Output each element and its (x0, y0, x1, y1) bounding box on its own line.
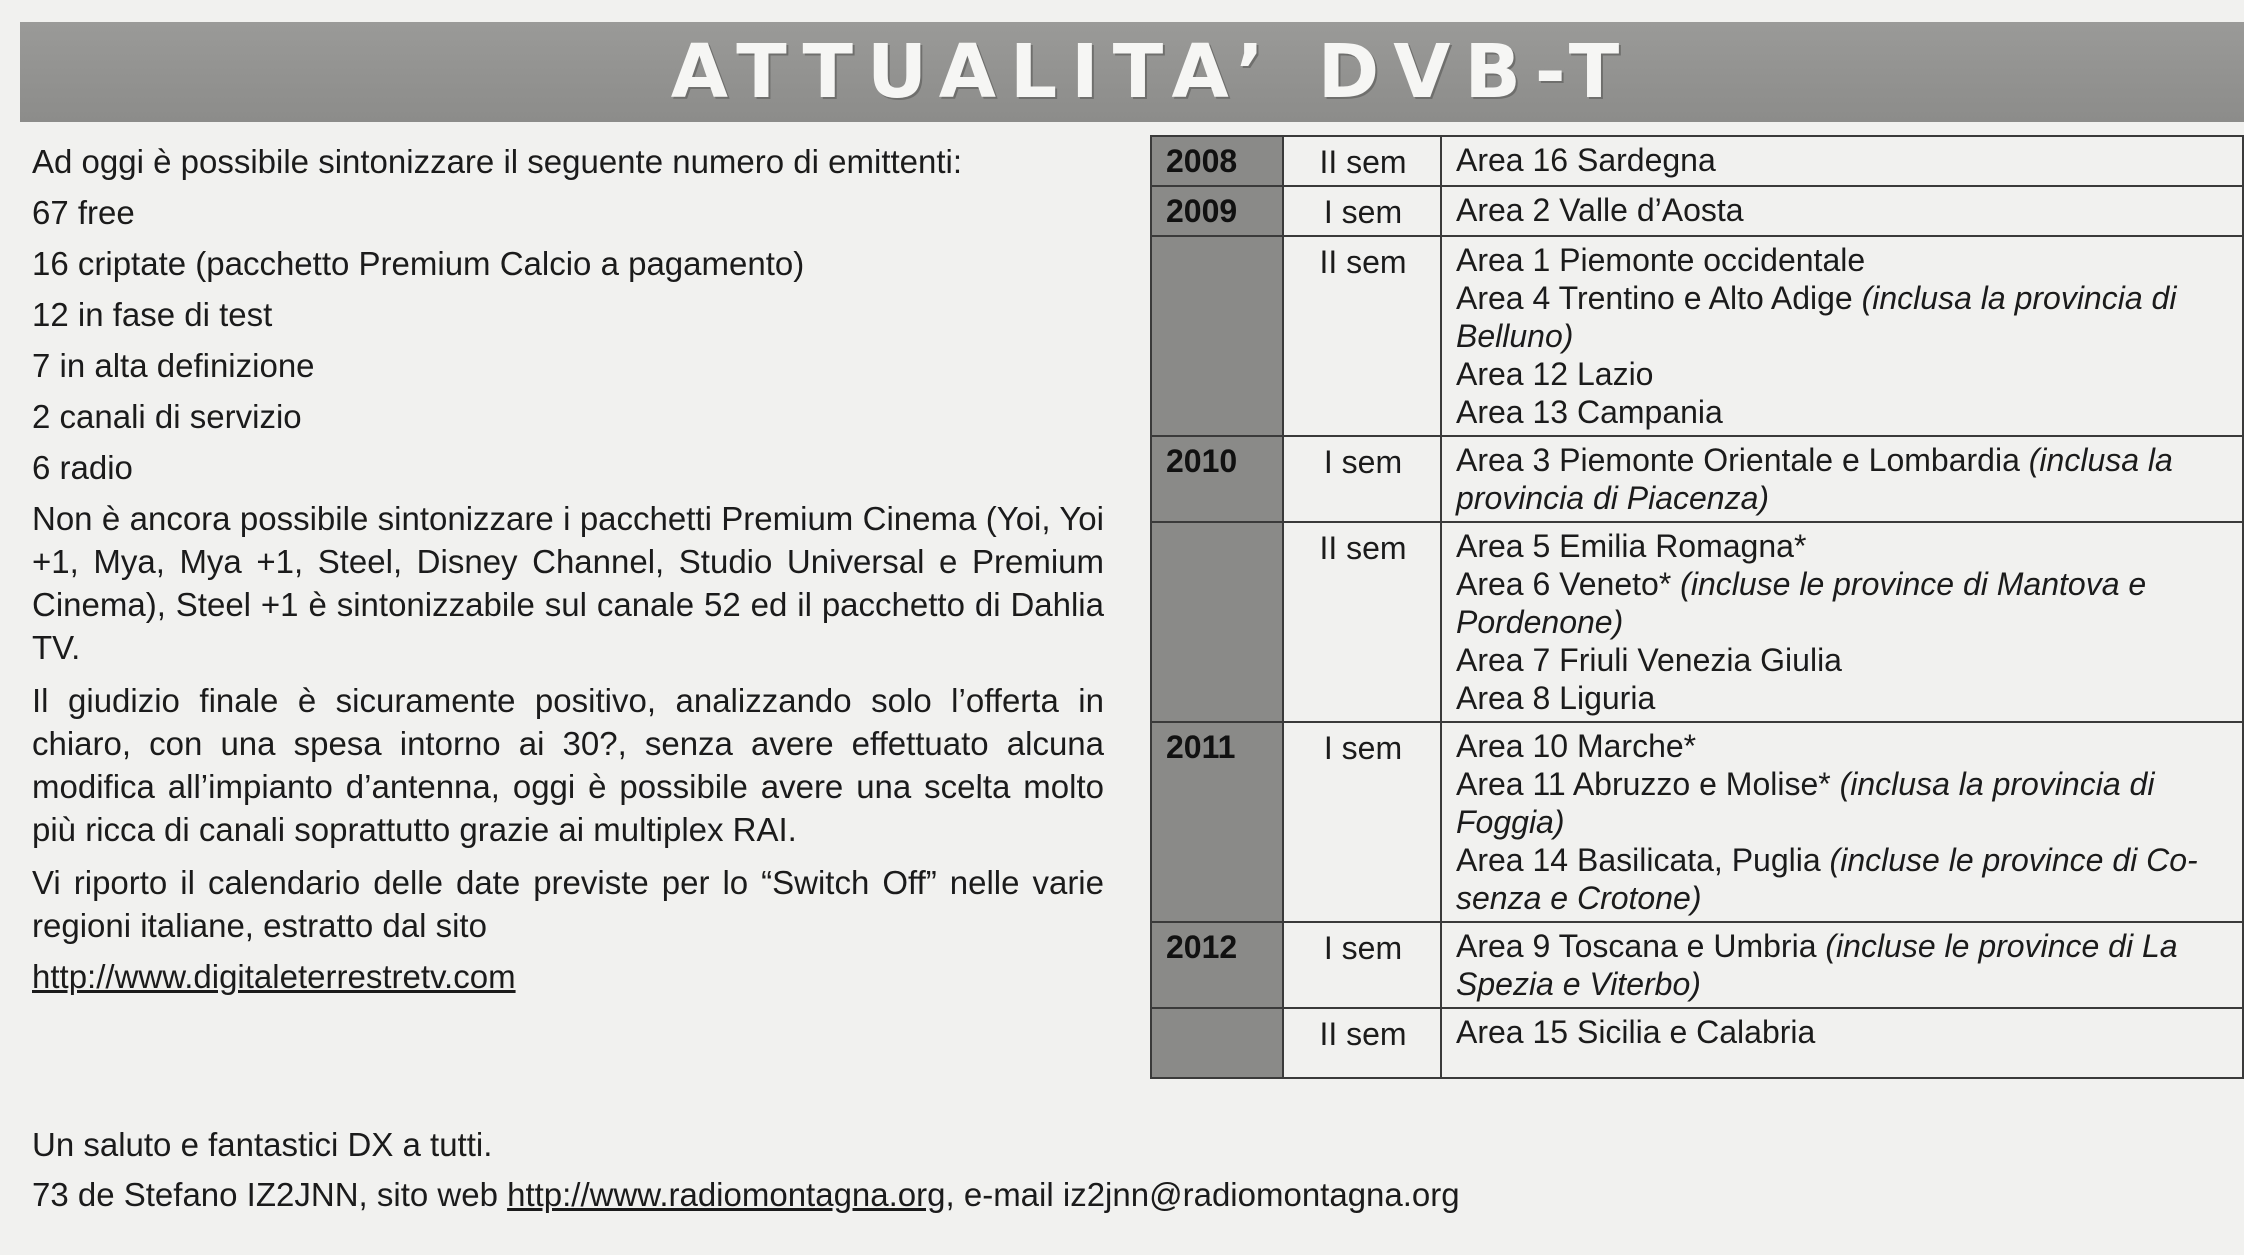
table-row (1151, 922, 2243, 1008)
count-test: 12 in fase di test (32, 296, 273, 333)
area-item: Area 12 Lazio (1456, 356, 1654, 392)
paragraph-premium: Non è ancora possibile sintonizzare i pacchetti Premium Cinema (Yoi, Yoi +1, Mya, Mya +1, Steel, Disney Channel, Studio Universal e Premium Cinema), Steel +1 è sintonizzabile sul canale 52 ed il pacchetto di Dahlia TV. (32, 500, 1104, 666)
table-row (1151, 436, 2243, 522)
area-item: Area 9 Toscana e Umbria (incluse le province di La Spezia e Viterbo) (1456, 928, 2178, 1002)
areas-cell (1441, 186, 2243, 236)
count-free: 67 free (32, 194, 135, 231)
area-item: Area 2 Valle d’Aosta (1456, 192, 1744, 228)
table-row (1151, 236, 2243, 436)
semester-cell: II sem (1283, 1008, 1441, 1078)
area-item: Area 11 Abruzzo e Molise* (inclusa la provincia di Foggia) (1456, 766, 2155, 840)
year-cell (1151, 522, 1283, 722)
count-servizio: 2 canali di servizio (32, 398, 302, 435)
greeting: Un saluto e fantastici DX a tutti. (32, 1126, 493, 1163)
article-footer (32, 1120, 2212, 1220)
table-row (1151, 1008, 2243, 1078)
area-item: Area 7 Friuli Venezia Giulia (1456, 642, 1842, 678)
switch-off-schedule-table (1150, 135, 2244, 1079)
area-item: Area 13 Campania (1456, 394, 1723, 430)
year-cell: 2012 (1151, 922, 1283, 1008)
year-cell: 2008 (1151, 136, 1283, 186)
semester-cell: II sem (1283, 522, 1441, 722)
areas-cell (1441, 236, 2243, 436)
semester-cell: I sem (1283, 436, 1441, 522)
website-link[interactable]: http://www.radiomontagna.org (507, 1176, 946, 1213)
semester-cell: I sem (1283, 922, 1441, 1008)
area-item: Area 1 Piemonte occidentale (1456, 242, 1866, 278)
count-hd: 7 in alta definizione (32, 347, 315, 384)
areas-cell (1441, 922, 2243, 1008)
count-criptate: 16 criptate (pacchetto Premium Calcio a pagamento) (32, 245, 805, 282)
section-banner (20, 22, 2244, 122)
areas-cell (1441, 1008, 2243, 1078)
year-cell: 2009 (1151, 186, 1283, 236)
paragraph-calendario: Vi riporto il calendario delle date previste per lo “Switch Off” nelle varie regioni italiane, estratto dal sito (32, 864, 1104, 944)
areas-cell (1441, 136, 2243, 186)
table-row (1151, 522, 2243, 722)
area-item: Area 16 Sardegna (1456, 142, 1716, 178)
area-item: Area 14 Basilicata, Puglia (incluse le province di Co-senza e Crotone) (1456, 842, 2198, 916)
semester-cell: I sem (1283, 186, 1441, 236)
area-item: Area 4 Trentino e Alto Adige (inclusa la provincia di Belluno) (1456, 280, 2177, 354)
area-item: Area 3 Piemonte Orientale e Lombardia (inclusa la provincia di Piacenza) (1456, 442, 2173, 516)
year-cell (1151, 1008, 1283, 1078)
signature: 73 de Stefano IZ2JNN, sito web http://www.radiomontagna.org, e-mail iz2jnn@radiomontagna.org (32, 1176, 1460, 1213)
email-address[interactable]: iz2jnn@radiomontagna.org (1062, 1176, 1460, 1213)
semester-cell: II sem (1283, 236, 1441, 436)
semester-cell: II sem (1283, 136, 1441, 186)
area-item: Area 15 Sicilia e Calabria (1456, 1014, 1816, 1050)
count-radio: 6 radio (32, 449, 133, 486)
area-item: Area 6 Veneto* (incluse le province di Mantova e Pordenone) (1456, 566, 2147, 640)
year-cell (1151, 236, 1283, 436)
table-row (1151, 186, 2243, 236)
areas-cell (1441, 436, 2243, 522)
table-row (1151, 722, 2243, 922)
areas-cell (1441, 522, 2243, 722)
intro-lead: Ad oggi è possibile sintonizzare il seguente numero di emittenti: (32, 143, 963, 180)
paragraph-giudizio: Il giudizio finale è sicuramente positivo, analizzando solo l’offerta in chiaro, con una spesa intorno ai 30?, senza avere effettuato alcuna modifica all’impianto d’antenna, oggi è possibile avere una scelta molto più ricca di canali soprattutto grazie ai multiplex RAI. (32, 682, 1104, 848)
area-item: Area 8 Liguria (1456, 680, 1656, 716)
banner-title: ATTUALITA’ DVB-T (670, 29, 1634, 115)
table-row (1151, 136, 2243, 186)
area-item: Area 5 Emilia Romagna* (1456, 528, 1807, 564)
area-item: Area 10 Marche* (1456, 728, 1697, 764)
semester-cell: I sem (1283, 722, 1441, 922)
areas-cell (1441, 722, 2243, 922)
site-link[interactable]: http://www.digitaleterrestretv.com (32, 958, 516, 995)
article-body (32, 140, 1104, 998)
year-cell: 2010 (1151, 436, 1283, 522)
year-cell: 2011 (1151, 722, 1283, 922)
